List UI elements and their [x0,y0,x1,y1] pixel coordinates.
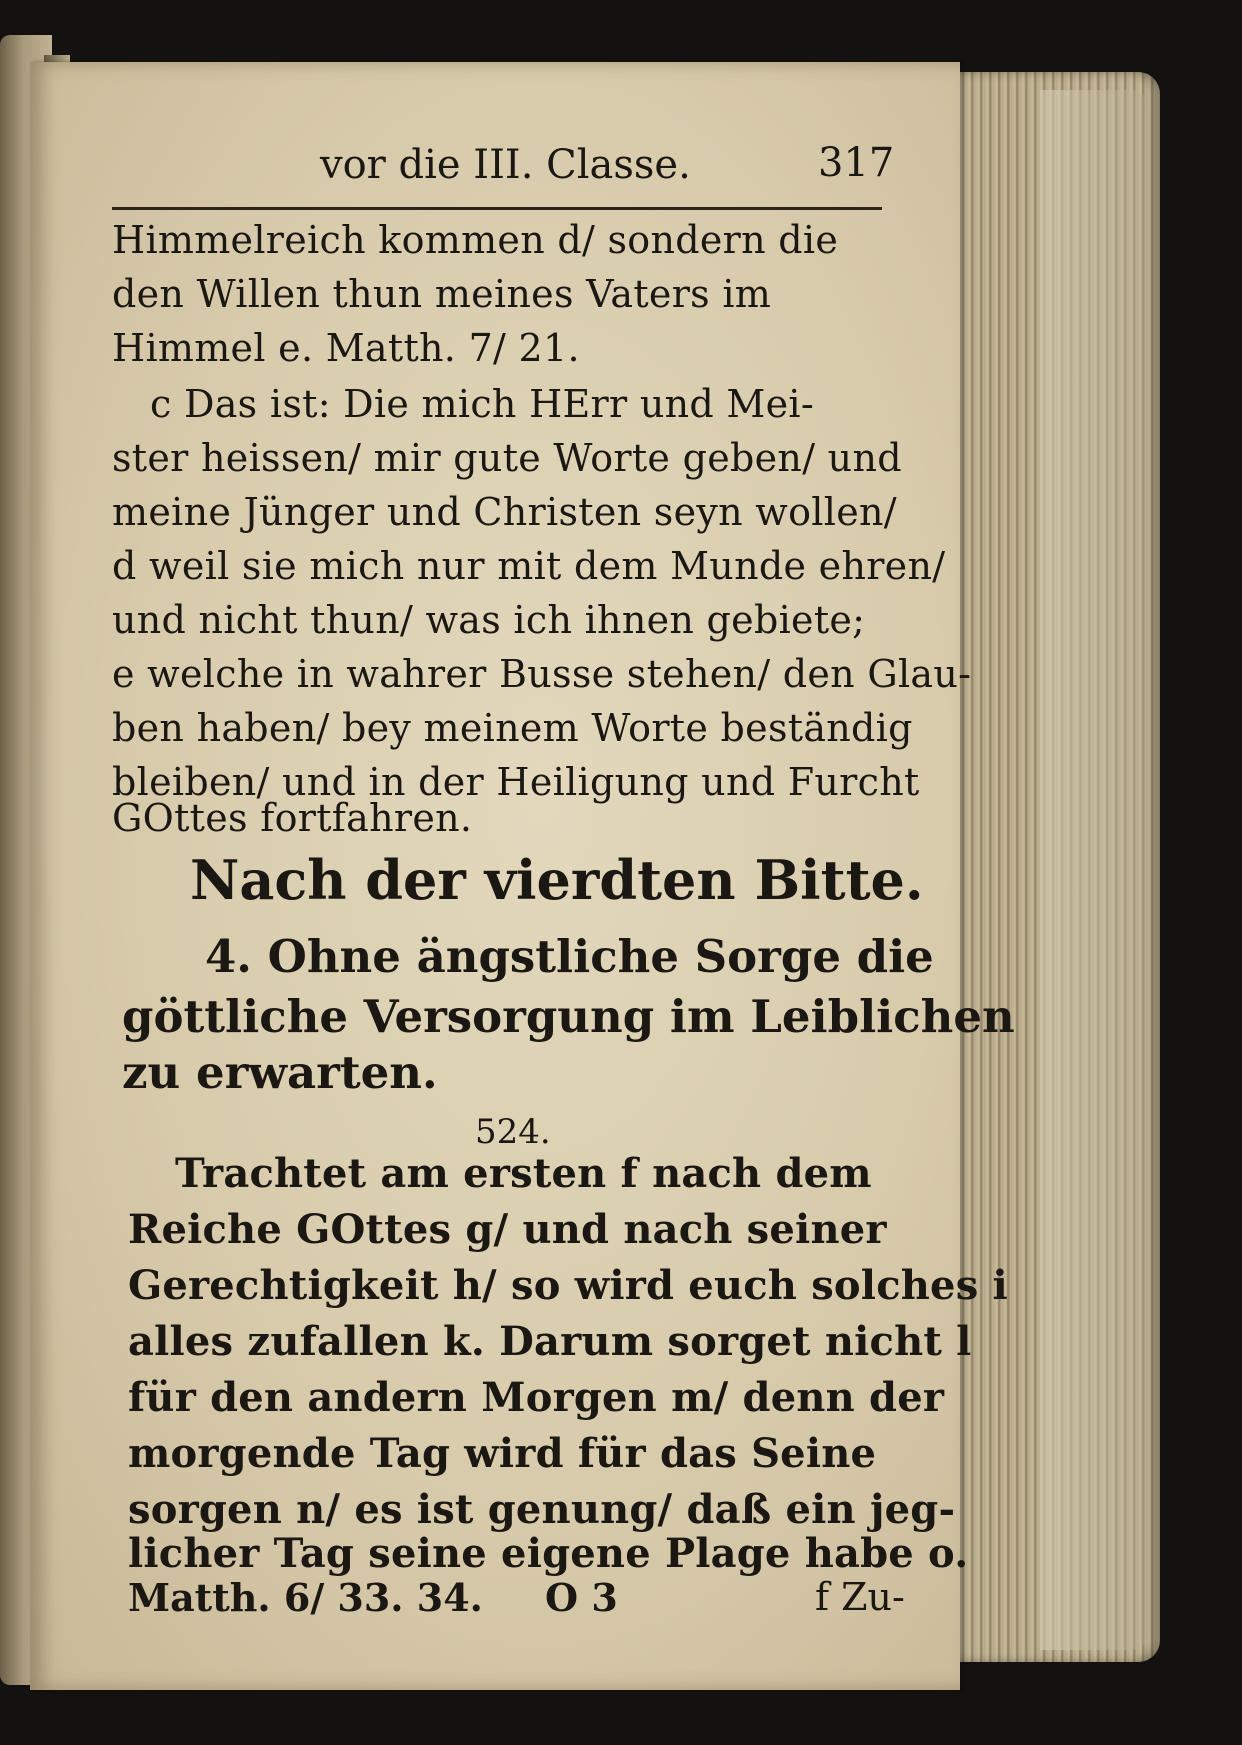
subheading-line: 4. Ohne ängstliche Sorge die [205,930,934,983]
fore-edge-highlight [1040,90,1150,1650]
footnote-line: bleiben/ und in der Heiligung und Furcht [112,760,920,804]
footnote-line: ster heissen/ mir gute Worte geben/ und [112,436,902,480]
section-number: 524. [475,1112,551,1152]
verse-line: für den andern Morgen m/ denn der [128,1374,945,1421]
subheading-line: göttliche Versorgung im Leiblichen [122,990,1015,1043]
scripture-reference: Matth. 6/ 33. 34. [128,1575,483,1620]
header-rule [112,207,882,210]
signature-mark: O 3 [545,1575,618,1620]
verse-line: Reiche GOttes g/ und nach seiner [128,1206,887,1253]
verse-line: licher Tag seine eigene Plage habe o. [128,1530,969,1577]
footnote-line: c Das ist: Die mich HErr und Mei- [150,382,815,426]
verse-line: Trachtet am ersten f nach dem [175,1150,872,1197]
verse-line: alles zufallen k. Darum sorget nicht l [128,1318,972,1365]
footnote-line: und nicht thun/ was ich ihnen gebiete; [112,598,866,642]
page-number: 317 [818,140,895,186]
catchword: f Zu- [815,1575,905,1619]
verse-line: sorgen n/ es ist genung/ daß ein jeg- [128,1486,956,1533]
running-head: vor die III. Classe. [320,142,691,188]
footnote-line: d weil sie mich nur mit dem Munde ehren/ [112,544,946,588]
body-line: Himmel e. Matth. 7/ 21. [112,326,580,370]
section-heading: Nach der vierdten Bitte. [190,848,924,912]
subheading-line: zu erwarten. [122,1046,438,1099]
footnote-line: e welche in wahrer Busse stehen/ den Glau- [112,652,972,696]
body-line: Himmelreich kommen d/ sondern die [112,218,839,262]
body-line: den Willen thun meines Vaters im [112,272,772,316]
footnote-line: GOttes fortfahren. [112,796,473,840]
verse-line: morgende Tag wird für das Seine [128,1430,877,1477]
footnote-line: ben haben/ bey meinem Worte beständig [112,706,913,750]
verse-line: Gerechtigkeit h/ so wird euch solches i [128,1262,1008,1309]
footnote-line: meine Jünger und Christen seyn wollen/ [112,490,897,534]
